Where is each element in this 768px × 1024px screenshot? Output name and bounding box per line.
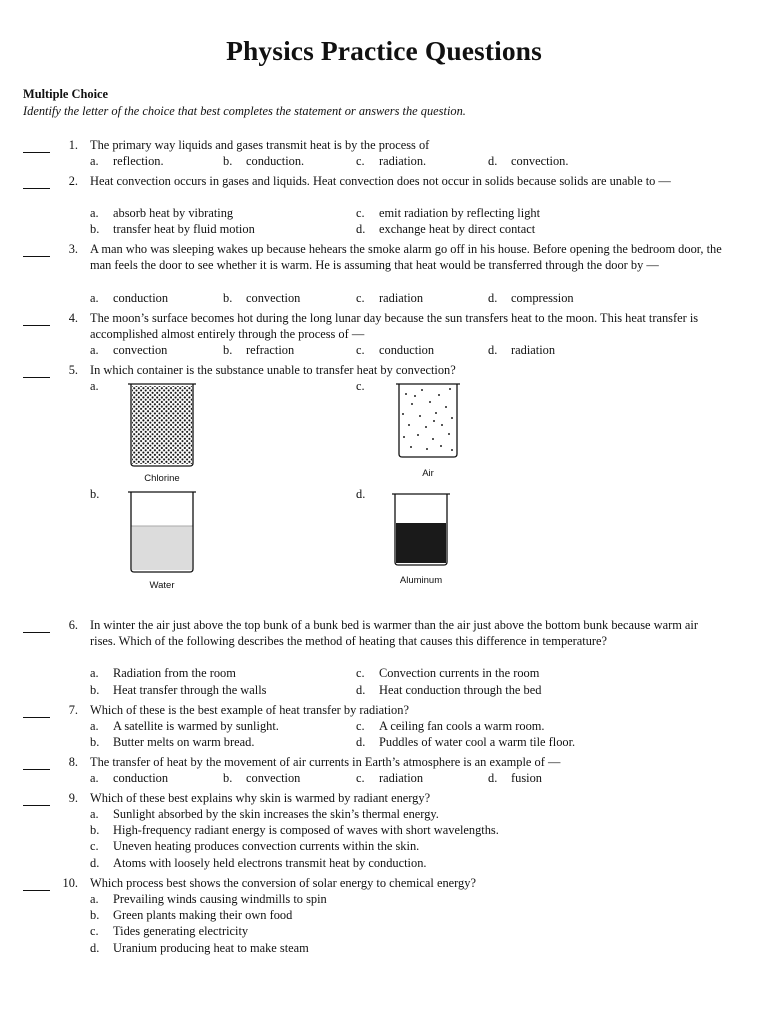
option-letter: b.	[223, 291, 233, 305]
option-d	[356, 682, 541, 698]
option-letter: d.	[90, 856, 100, 870]
option-c	[356, 665, 539, 681]
beaker-caption: Water	[149, 580, 175, 591]
option-text: Atoms with loosely held electrons transmit heat by conduction.	[113, 856, 427, 870]
option-text: Uneven heating produces convection currents within the skin.	[113, 839, 420, 853]
option-c	[356, 718, 545, 734]
option-letter: b.	[223, 771, 233, 785]
option-letter: a.	[90, 343, 99, 357]
option-b	[223, 770, 300, 786]
option-a	[90, 342, 167, 358]
option-a	[90, 205, 233, 221]
question-number: 1.	[68, 138, 78, 152]
option-text: radiation	[379, 291, 424, 305]
option-c	[90, 838, 419, 854]
option-d	[488, 770, 542, 786]
question-stem: Which of these is the best example of heat transfer by radiation?	[90, 703, 409, 717]
option-text: transfer heat by fluid motion	[113, 222, 255, 236]
option-letter: d.	[488, 343, 498, 357]
option-text: A satellite is warmed by sunlight.	[113, 719, 279, 733]
option-letter: d.	[488, 154, 498, 168]
option-b	[223, 342, 294, 358]
option-text: refraction	[246, 343, 295, 357]
option-letter: a.	[90, 206, 99, 220]
option-text: conduction.	[246, 154, 305, 168]
option-letter: d.	[356, 487, 366, 501]
option-letter: c.	[90, 839, 99, 853]
option-d	[356, 486, 379, 502]
section-instructions: Identify the letter of the choice that best completes the statement or answers the question.	[23, 104, 466, 118]
option-letter: a.	[90, 892, 99, 906]
option-letter: c.	[356, 379, 365, 393]
option-text: conduction	[113, 771, 169, 785]
option-text: convection.	[511, 154, 569, 168]
answer-blank[interactable]	[23, 312, 50, 326]
option-text: A ceiling fan cools a warm room.	[379, 719, 545, 733]
option-a	[90, 806, 439, 822]
option-letter: a.	[90, 379, 99, 393]
answer-blank[interactable]	[23, 139, 50, 153]
option-a	[90, 665, 236, 681]
option-d	[488, 153, 568, 169]
option-c	[356, 770, 423, 786]
question-number: 7.	[68, 703, 78, 717]
question-stem: Which of these best explains why skin is warmed by radiant energy?	[90, 791, 431, 805]
answer-blank[interactable]	[23, 877, 50, 891]
option-letter: d.	[488, 291, 498, 305]
option-text: Convection currents in the room	[379, 666, 540, 680]
option-text: Tides generating electricity	[113, 924, 249, 938]
question-stem: Which process best shows the conversion of solar energy to chemical energy?	[90, 876, 476, 890]
option-text: Heat transfer through the walls	[113, 683, 267, 697]
option-letter: c.	[356, 291, 365, 305]
option-letter: b.	[223, 343, 233, 357]
option-a	[90, 378, 113, 394]
section-heading: Multiple Choice	[23, 87, 109, 101]
question-stem: Heat convection occurs in gases and liquids. Heat convection does not occur in solids because solids are unable to —	[90, 174, 671, 188]
option-c	[356, 205, 540, 221]
question-number: 3.	[68, 242, 78, 256]
answer-blank[interactable]	[23, 364, 50, 378]
option-text: Sunlight absorbed by the skin increases the skin’s thermal energy.	[113, 807, 439, 821]
option-a	[90, 770, 168, 786]
option-letter: c.	[356, 206, 365, 220]
option-c	[90, 923, 248, 939]
option-letter: a.	[90, 807, 99, 821]
question-stem: In winter the air just above the top bunk of a bunk bed is warmer than the air just above the bottom bunk because warm air rises. Which of the following describes the method of heating that causes this difference in temperature?	[90, 618, 699, 648]
option-b	[90, 907, 292, 923]
question-stem: The moon’s surface becomes hot during the long lunar day because the sun transfers heat to the moon. This heat transfer is accomplished almost entirely through the process of —	[90, 311, 699, 341]
option-d	[90, 855, 427, 871]
option-letter: c.	[356, 771, 365, 785]
option-c	[356, 153, 426, 169]
answer-blank[interactable]	[23, 175, 50, 189]
question-number: 9.	[68, 791, 78, 805]
beaker-water	[126, 488, 198, 574]
option-text: convection	[246, 771, 301, 785]
beaker-chlorine	[126, 380, 198, 468]
beaker-caption: Aluminum	[399, 575, 443, 586]
question-number: 2.	[68, 174, 78, 188]
option-text: Prevailing winds causing windmills to spin	[113, 892, 327, 906]
option-b	[223, 290, 300, 306]
option-letter: b.	[223, 154, 233, 168]
option-b	[90, 486, 113, 502]
option-text: radiation.	[379, 154, 427, 168]
option-b	[90, 822, 499, 838]
option-text: Puddles of water cool a warm tile floor.	[379, 735, 576, 749]
beaker-caption: Chlorine	[144, 473, 180, 484]
option-letter: c.	[356, 719, 365, 733]
option-text: Green plants making their own food	[113, 908, 293, 922]
option-b	[90, 682, 266, 698]
option-text: conduction	[379, 343, 435, 357]
option-letter: b.	[90, 683, 100, 697]
question-number: 10.	[62, 876, 78, 890]
option-d	[488, 290, 574, 306]
question-number: 8.	[68, 755, 78, 769]
option-d	[356, 734, 575, 750]
option-b	[90, 221, 255, 237]
option-text: emit radiation by reflecting light	[379, 206, 541, 220]
option-letter: a.	[90, 154, 99, 168]
answer-blank[interactable]	[23, 704, 50, 718]
option-c	[356, 290, 423, 306]
option-letter: d.	[356, 735, 366, 749]
option-letter: d.	[356, 683, 366, 697]
answer-blank[interactable]	[23, 756, 50, 770]
option-c	[356, 342, 434, 358]
option-c	[356, 378, 379, 394]
beaker-air	[394, 380, 462, 460]
option-d	[90, 940, 309, 956]
option-letter: c.	[356, 154, 365, 168]
answer-blank[interactable]	[23, 619, 50, 633]
option-text: Heat conduction through the bed	[379, 683, 542, 697]
option-letter: d.	[356, 222, 366, 236]
option-d	[488, 342, 555, 358]
page-title: Physics Practice Questions	[226, 35, 542, 66]
question-number: 4.	[68, 311, 78, 325]
option-text: convection	[113, 343, 168, 357]
option-a	[90, 153, 164, 169]
option-a	[90, 718, 279, 734]
option-letter: a.	[90, 719, 99, 733]
answer-blank[interactable]	[23, 792, 50, 806]
option-text: Radiation from the room	[113, 666, 236, 680]
option-text: Uranium producing heat to make steam	[113, 941, 309, 955]
option-text: reflection.	[113, 154, 164, 168]
option-letter: b.	[90, 487, 100, 501]
option-letter: d.	[488, 771, 498, 785]
option-text: radiation	[511, 343, 556, 357]
option-letter: b.	[90, 222, 100, 236]
option-text: exchange heat by direct contact	[379, 222, 536, 236]
option-text: convection	[246, 291, 301, 305]
option-a	[90, 891, 327, 907]
option-letter: a.	[90, 291, 99, 305]
option-letter: b.	[90, 823, 100, 837]
option-text: Butter melts on warm bread.	[113, 735, 255, 749]
answer-blank[interactable]	[23, 243, 50, 257]
option-d	[356, 221, 535, 237]
question-stem: A man who was sleeping wakes up because hehears the smoke alarm go off in his house. Before opening the bedroom door, the man feels the door to see whether it is warm. He is assuming that heat would be transferred through the door by —	[90, 242, 722, 272]
option-text: compression	[511, 291, 574, 305]
option-letter: d.	[90, 941, 100, 955]
beaker-aluminum	[390, 490, 452, 570]
option-text: absorb heat by vibrating	[113, 206, 234, 220]
option-b	[90, 734, 254, 750]
option-letter: c.	[356, 343, 365, 357]
question-number: 6.	[68, 618, 78, 632]
option-letter: c.	[356, 666, 365, 680]
option-letter: b.	[90, 908, 100, 922]
option-a	[90, 290, 168, 306]
option-letter: b.	[90, 735, 100, 749]
question-stem: The transfer of heat by the movement of air currents in Earth’s atmosphere is an example of —	[90, 755, 561, 769]
option-b	[223, 153, 304, 169]
option-text: radiation	[379, 771, 424, 785]
option-letter: a.	[90, 771, 99, 785]
option-letter: a.	[90, 666, 99, 680]
question-stem: The primary way liquids and gases transmit heat is by the process of	[90, 138, 430, 152]
option-text: fusion	[511, 771, 542, 785]
option-letter: c.	[90, 924, 99, 938]
option-text: conduction	[113, 291, 169, 305]
beaker-caption: Air	[422, 468, 434, 479]
question-number: 5.	[68, 363, 78, 377]
question-stem: In which container is the substance unable to transfer heat by convection?	[90, 363, 456, 377]
option-text: High-frequency radiant energy is composed of waves with short wavelengths.	[113, 823, 499, 837]
